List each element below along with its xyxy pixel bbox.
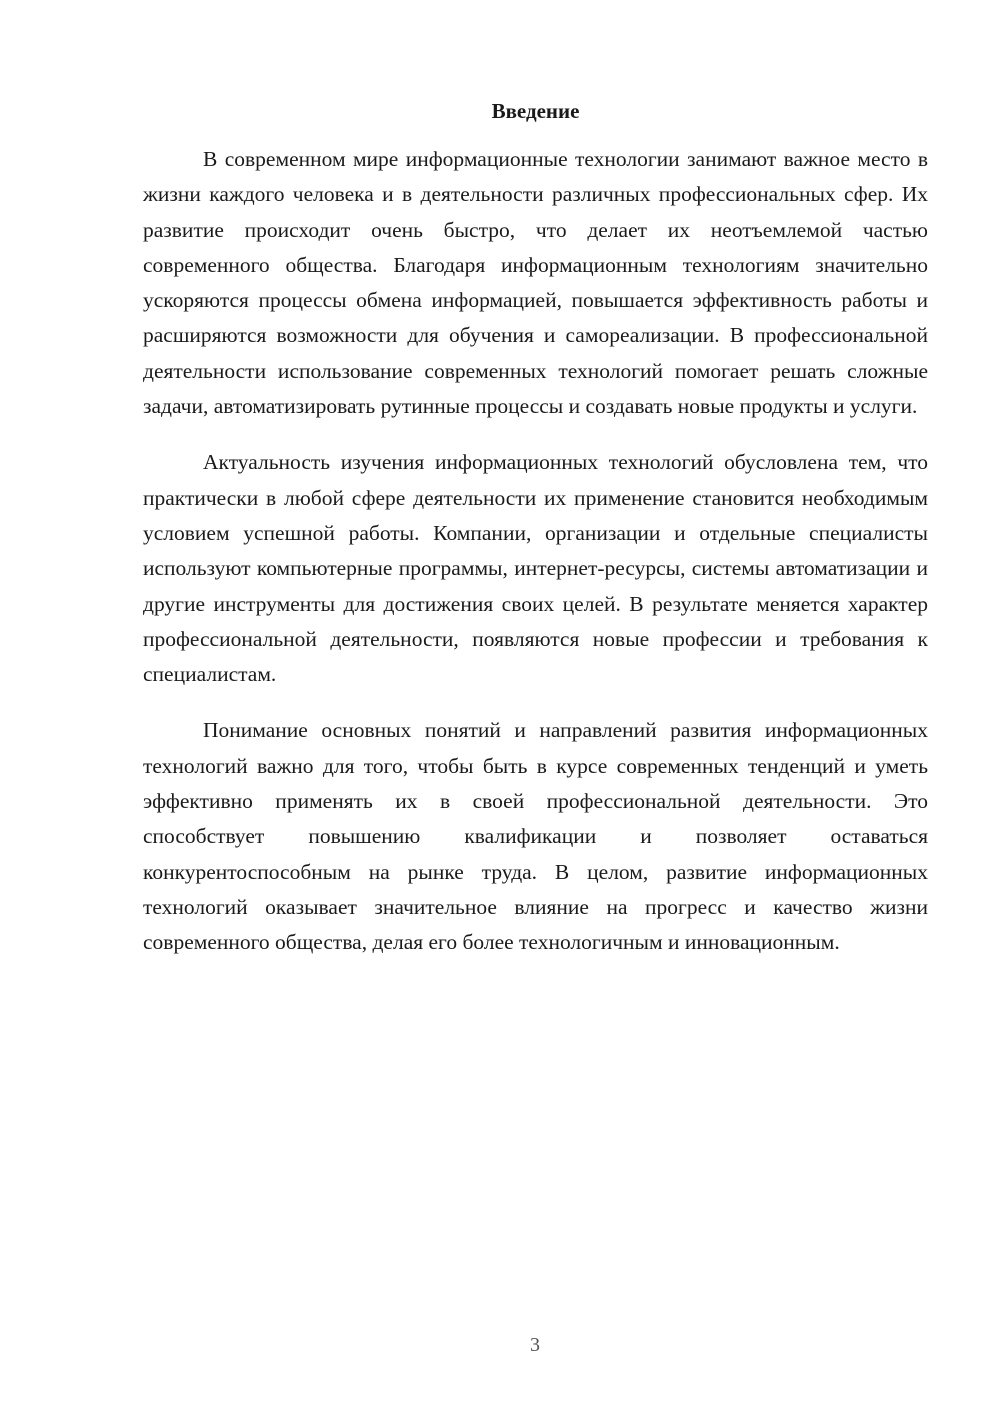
- page-number: 3: [530, 1334, 540, 1356]
- paragraph: Актуальность изучения информационных технологий обусловлена тем, что практически в любой сфере деятельности их применение становится необходимым условием успешной работы. Компании, организации и отдельные специалисты используют компьютерные программы, интернет-ресурсы, системы автоматизации и другие инструменты для достижения своих целей. В результате меняется характер профессиональной деятельности, появляются новые профессии и требования к специалистам.: [143, 450, 928, 687]
- paragraph: В современном мире информационные технологии занимают важное место в жизни каждого человека и в деятельности различных профессиональных сфер. Их развитие происходит очень быстро, что делает их неотъемлемой частью современного общества. Благодаря информационным технологиям значительно ускоряются процессы обмена информацией, повышается эффективность работы и расширяются возможности для обучения и самореализации. В профессиональной деятельности использование современных технологий помогает решать сложные задачи, автоматизировать рутинные процессы и создавать новые продукты и услуги.: [143, 147, 928, 419]
- section-title: Введение: [491, 99, 580, 123]
- body-text: [143, 142, 928, 982]
- paragraph: Понимание основных понятий и направлений развития информационных технологий важно для того, чтобы быть в курсе современных тенденций и уметь эффективно применять их в своей профессиональной деятельности. Это способствует повышению квалификации и позволяет оставаться конкурентоспособным на рынке труда. В целом, развитие информационных технологий оказывает значительное влияние на прогресс и качество жизни современного общества, делая его более технологичным и инновационным.: [143, 718, 928, 955]
